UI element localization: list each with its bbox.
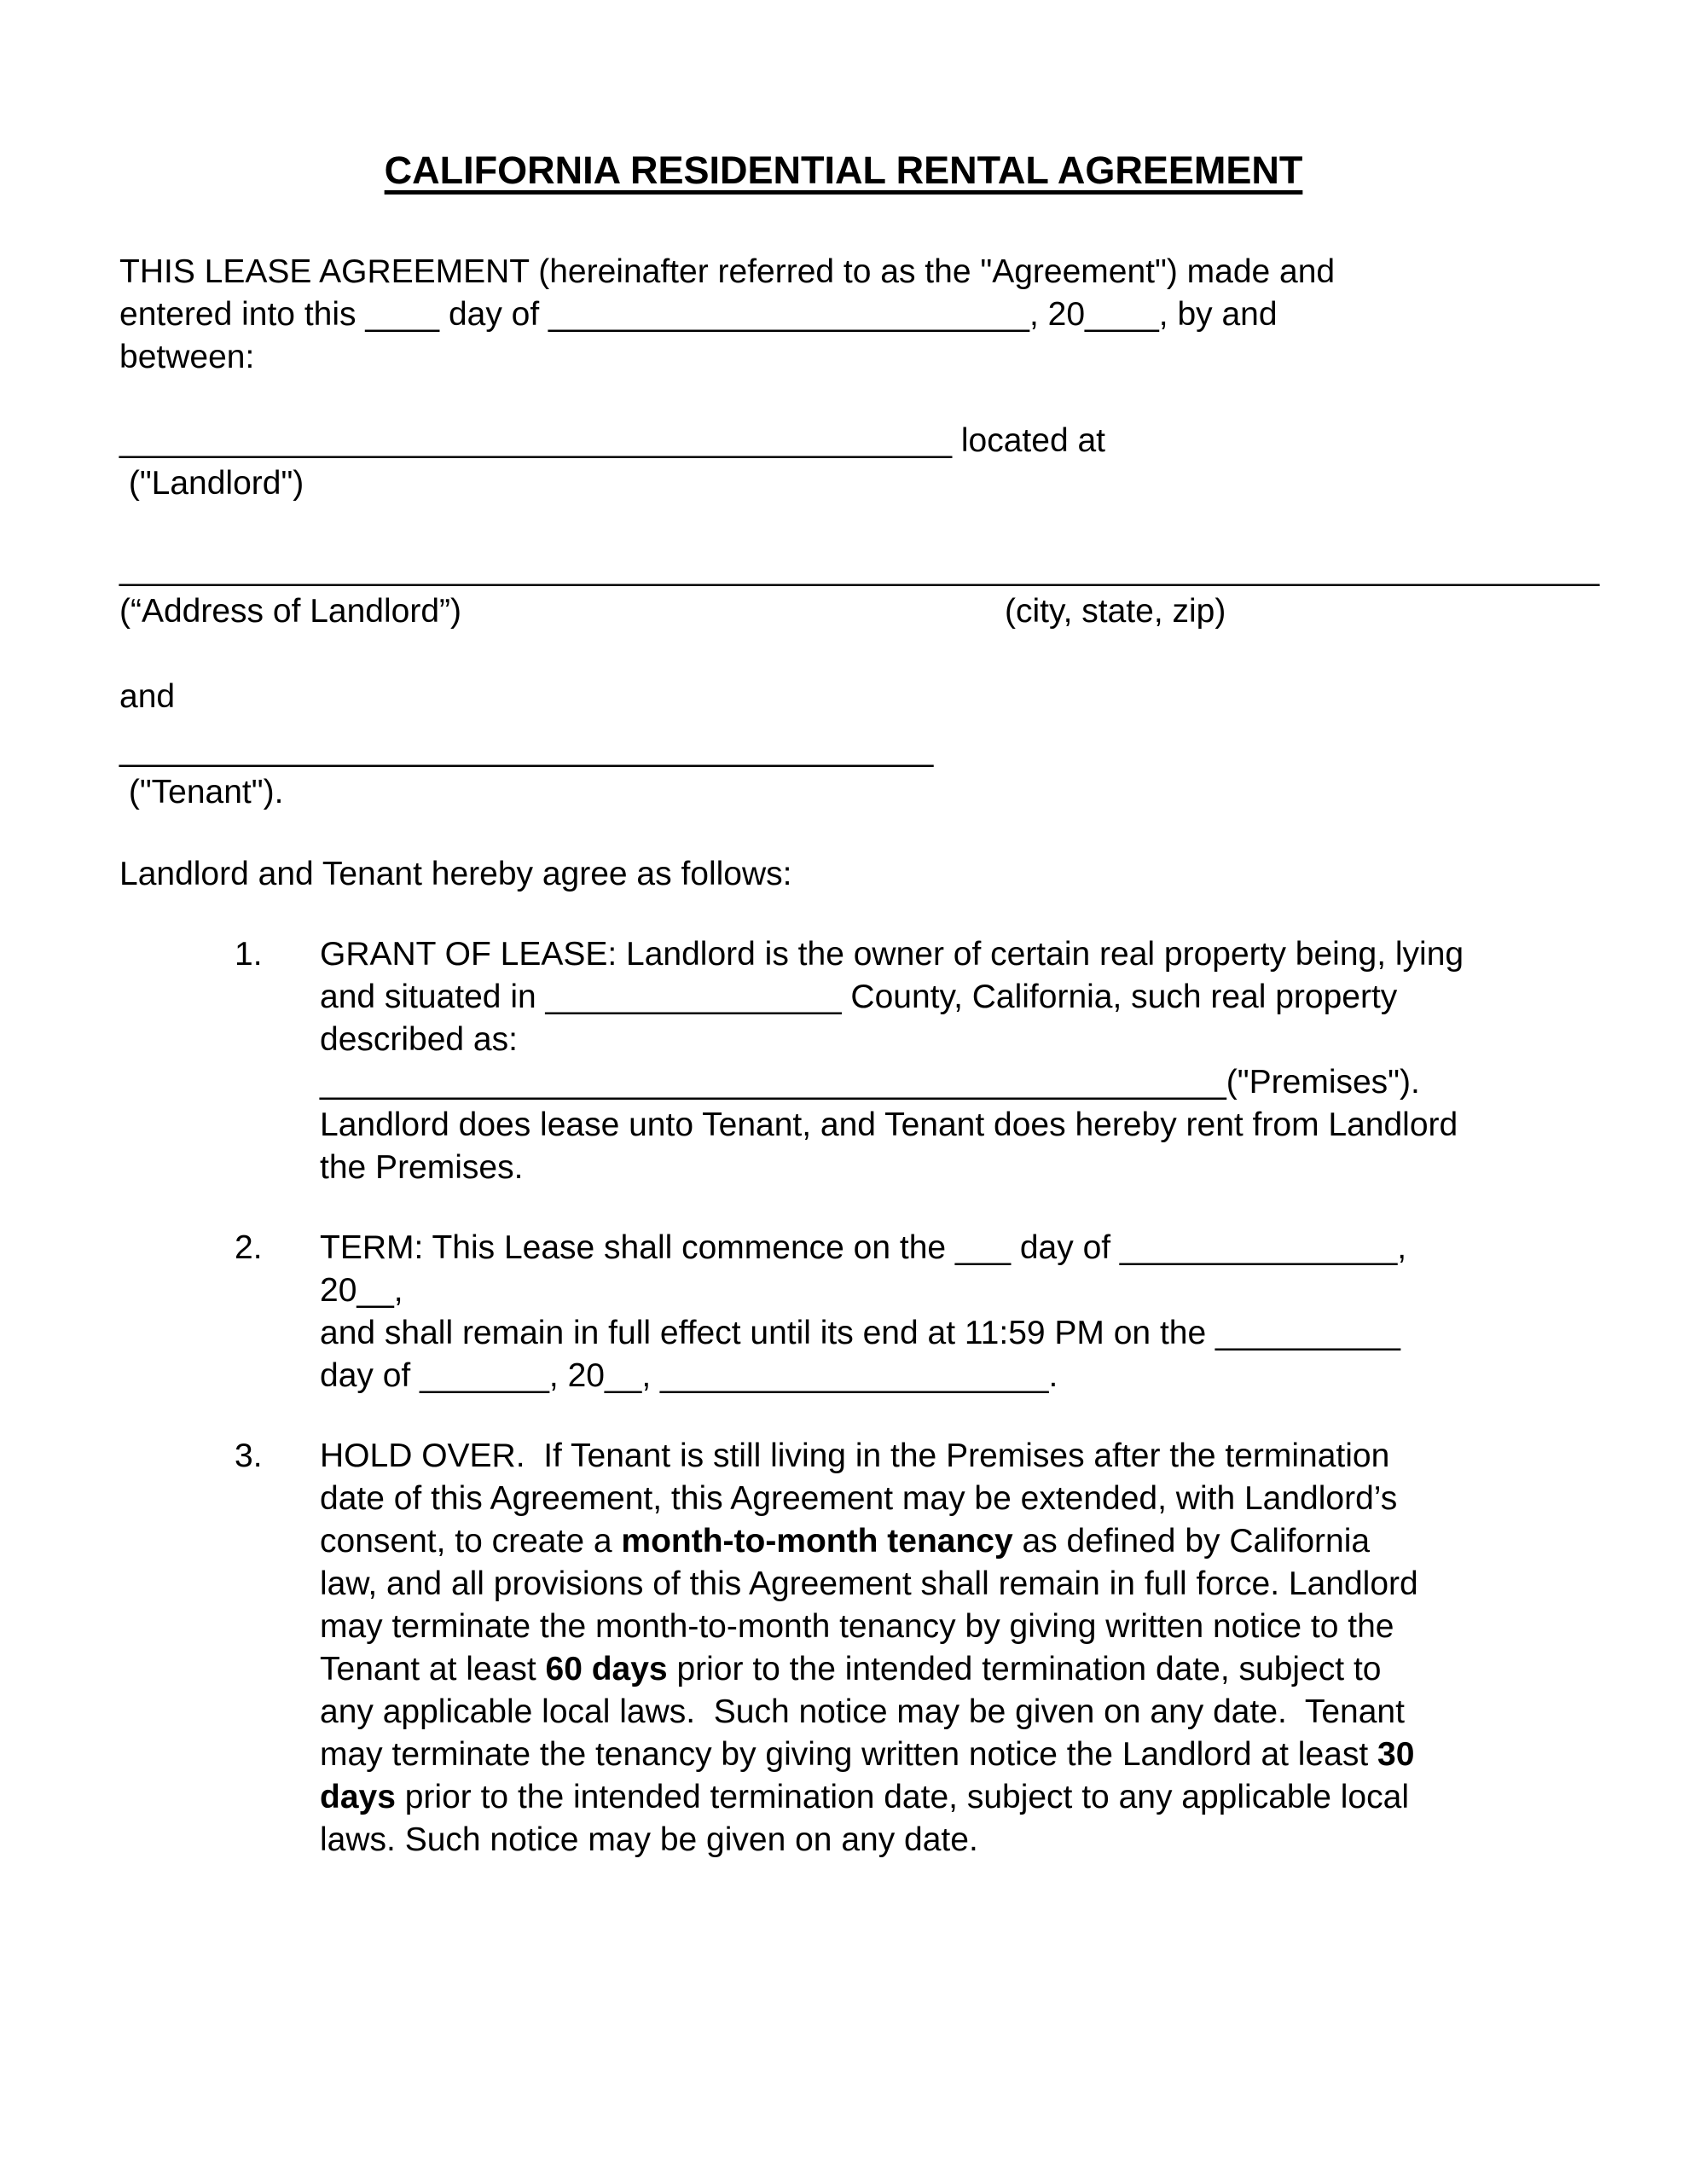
clause-term <box>119 1227 1568 1397</box>
clause-body <box>320 933 1568 1189</box>
agree-line: Landlord and Tenant hereby agree as follows: <box>119 856 792 892</box>
conjunction-line <box>119 676 1568 718</box>
conjunction-and: and <box>119 678 176 715</box>
landlord-name-blank-line <box>119 420 1568 462</box>
text-segment: date of this Agreement, this Agreement may be extended, with Landlord’s <box>320 1480 1398 1517</box>
clause-line: and shall remain in full effect until its end at 11:59 PM on the __________ <box>320 1315 1400 1351</box>
clause-line <box>320 1819 1491 1862</box>
intro-line-2: entered into this ____ day of __________________________, 20____, by and <box>119 296 1278 333</box>
address-of-landlord-label: (“Address of Landlord”) <box>119 593 462 630</box>
clause-line: TERM: This Lease shall commence on the ___ day of _______________, 20__, <box>320 1229 1416 1309</box>
tenant-name-blank: ____________________________________________ <box>119 731 934 768</box>
tenant-label: ("Tenant"). <box>119 774 284 810</box>
text-segment: Tenant at least <box>320 1651 546 1687</box>
text-segment: prior to the intended termination date, subject to <box>667 1651 1382 1687</box>
clause-number: 2. <box>235 1229 263 1266</box>
text-segment: prior to the intended termination date, subject to any applicable local <box>395 1779 1409 1815</box>
intro-line-1: THIS LEASE AGREEMENT (hereinafter referred to as the "Agreement") made and <box>119 253 1336 290</box>
document-title: CALIFORNIA RESIDENTIAL RENTAL AGREEMENT <box>384 148 1303 192</box>
clause-line <box>320 1563 1491 1606</box>
clause-line <box>320 1734 1491 1776</box>
clause-line <box>320 1478 1491 1520</box>
clause-line <box>320 1520 1491 1563</box>
text-segment: may terminate the month-to-month tenancy by giving written notice to the <box>320 1608 1394 1645</box>
address-labels-row <box>119 590 1568 633</box>
clause-line: GRANT OF LEASE: Landlord is the owner of certain real property being, lying <box>320 936 1464 973</box>
city-state-zip-label: (city, state, zip) <box>1005 593 1226 630</box>
bold-text-segment: days <box>320 1779 396 1815</box>
intro-line-3: between: <box>119 339 255 375</box>
intro-paragraph <box>119 251 1568 379</box>
clause-line: day of _______, 20__, _____________________. <box>320 1357 1058 1394</box>
clause-line <box>320 1606 1491 1648</box>
tenant-name-blank-line <box>119 729 1568 771</box>
bold-text-segment: 30 <box>1377 1736 1415 1773</box>
clause-line: the Premises. <box>320 1149 524 1186</box>
landlord-address-blank-line <box>119 548 1600 590</box>
clause-body <box>320 1227 1568 1397</box>
text-segment: HOLD OVER. If Tenant is still living in the Premises after the termination <box>320 1438 1390 1474</box>
clause-line <box>320 1435 1491 1478</box>
clause-number: 1. <box>235 936 263 973</box>
clause-line: Landlord does lease unto Tenant, and Tenant does hereby rent from Landlord <box>320 1107 1458 1143</box>
clause-hold-over <box>119 1435 1568 1862</box>
text-segment: law, and all provisions of this Agreement shall remain in full force. Landlord <box>320 1565 1418 1602</box>
clause-line: and situated in ________________ County, California, such real property <box>320 979 1398 1015</box>
bold-text-segment: month-to-month tenancy <box>621 1523 1013 1560</box>
clause-line <box>320 1776 1491 1819</box>
tenant-label-line <box>119 771 1568 814</box>
clause-line: described as: <box>320 1021 518 1058</box>
bold-text-segment: 60 days <box>545 1651 668 1687</box>
landlord-address-blank: ________________________________________________________________________________ <box>119 550 1600 587</box>
landlord-label-line <box>119 462 1568 505</box>
text-segment: may terminate the tenancy by giving written notice the Landlord at least <box>320 1736 1378 1773</box>
landlord-name-blank: _____________________________________________ located at <box>119 422 1106 459</box>
text-segment: consent, to create a <box>320 1523 622 1560</box>
premises-blank-line: _________________________________________________("Premises"). <box>320 1064 1420 1101</box>
clause-line <box>320 1691 1491 1734</box>
text-segment: laws. Such notice may be given on any date. <box>320 1821 978 1858</box>
clause-line <box>320 1648 1491 1691</box>
landlord-label: ("Landlord") <box>119 465 304 502</box>
text-segment: as defined by California <box>1012 1523 1371 1560</box>
clause-number: 3. <box>235 1438 263 1474</box>
clause-body <box>320 1435 1568 1862</box>
clause-grant-of-lease <box>119 933 1568 1189</box>
text-segment: any applicable local laws. Such notice may be given on any date. Tenant <box>320 1693 1405 1730</box>
agreement-lead-in-line <box>119 853 1568 896</box>
